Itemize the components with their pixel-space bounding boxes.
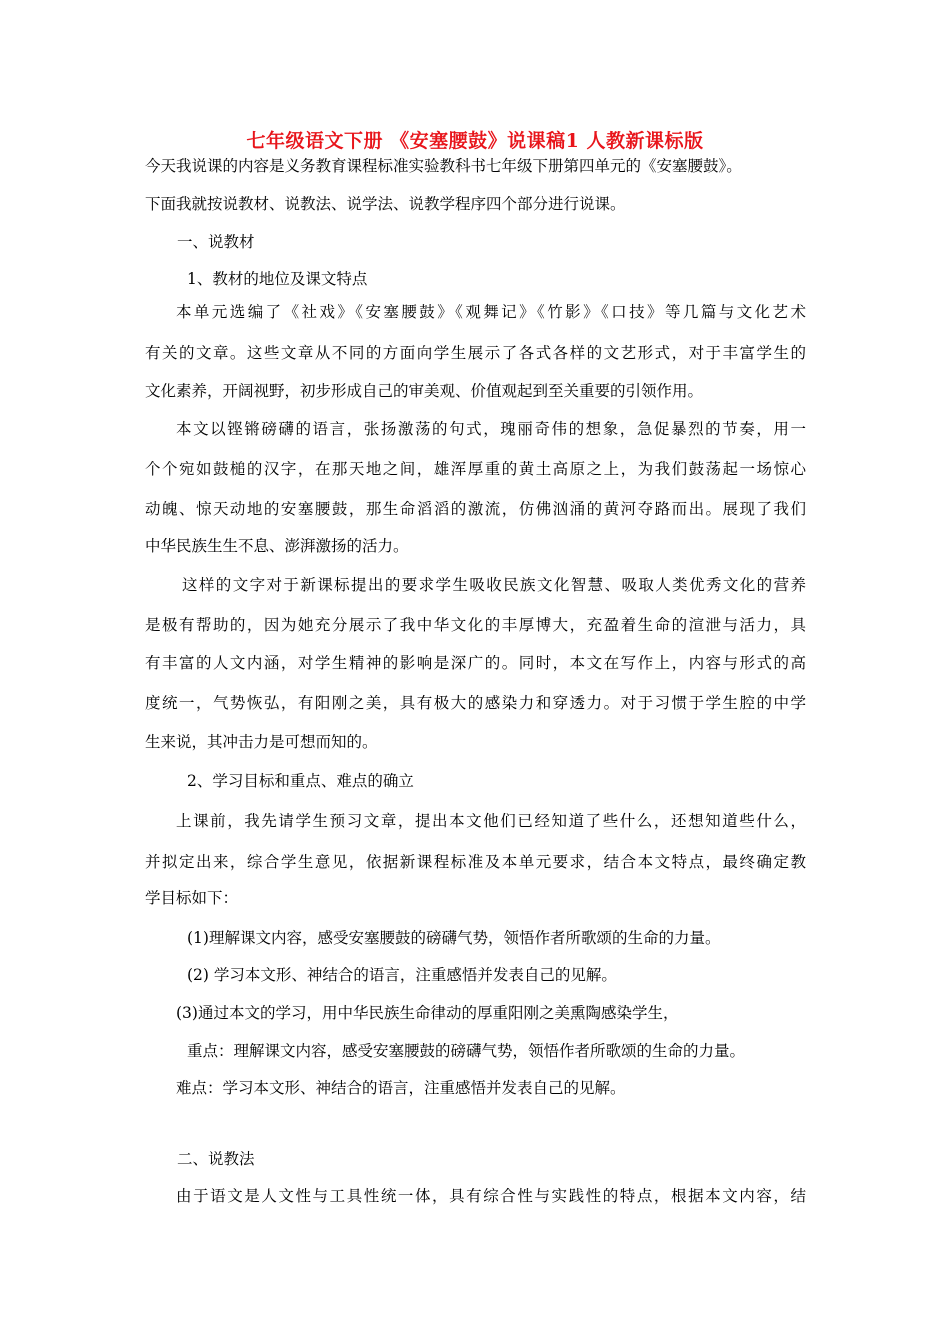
subsection-heading: 2、学习目标和重点、难点的确立 — [187, 772, 414, 790]
text-line: 生来说，其冲击力是可想而知的。 — [145, 733, 378, 751]
key-point: 重点：理解课文内容，感受安塞腰鼓的磅礴气势，领悟作者所歌颂的生命的力量。 — [187, 1042, 746, 1060]
objective-item: (3)通过本文的学习，用中华民族生命律动的厚重阳刚之美熏陶感染学生， — [176, 1004, 679, 1022]
text-line: 这样的文字对于新课标提出的要求学生吸收民族文化智慧、吸取人类优秀文化的营养 — [182, 576, 806, 594]
text-line: 个个宛如鼓槌的汉字，在那天地之间，雄浑厚重的黄土高原之上，为我们鼓荡起一场惊心 — [145, 460, 806, 478]
text-line: 本文以铿锵磅礴的语言，张扬激荡的句式，瑰丽奇伟的想象，急促暴烈的节奏，用一 — [176, 420, 806, 438]
difficult-point: 难点：学习本文形、神结合的语言，注重感悟并发表自己的见解。 — [176, 1079, 626, 1097]
text-line: 学目标如下： — [145, 889, 239, 907]
text-line: 今天我说课的内容是义务教育课程标准实验教科书七年级下册第四单元的《安塞腰鼓》。 — [145, 157, 742, 175]
text-line: 本单元选编了《社戏》《安塞腰鼓》《观舞记》《竹影》《口技》等几篇与文化艺术 — [176, 303, 806, 321]
objective-item: (2) 学习本文形、神结合的语言，注重感悟并发表自己的见解。 — [187, 966, 617, 984]
text-line: 中华民族生生不息、澎湃激扬的活力。 — [145, 537, 409, 555]
section-heading: 二、说教法 — [177, 1150, 255, 1168]
text-line: 由于语文是人文性与工具性统一体，具有综合性与实践性的特点，根据本文内容，结 — [176, 1187, 806, 1205]
subsection-heading: 1、教材的地位及课文特点 — [187, 270, 368, 288]
text-line: 上课前，我先请学生预习文章，提出本文他们已经知道了些什么，还想知道些什么， — [176, 812, 806, 830]
text-line: 有关的文章。这些文章从不同的方面向学生展示了各式各样的文艺形式，对于丰富学生的 — [145, 344, 806, 362]
text-line: 度统一，气势恢弘，有阳刚之美，具有极大的感染力和穿透力。对于习惯于学生腔的中学 — [145, 694, 806, 712]
text-line: 下面我就按说教材、说教法、说学法、说教学程序四个部分进行说课。 — [145, 195, 626, 213]
text-line: 是极有帮助的，因为她充分展示了我中华文化的丰厚博大，充盈着生命的渲泄与活力，具 — [145, 616, 806, 634]
text-line: 有丰富的人文内涵，对学生精神的影响是深广的。同时，本文在写作上，内容与形式的高 — [145, 654, 806, 672]
document-title: 七年级语文下册 《安塞腰鼓》说课稿1 人教新课标版 — [246, 130, 704, 152]
text-line: 并拟定出来，综合学生意见，依据新课程标准及本单元要求，结合本文特点，最终确定教 — [145, 853, 806, 871]
objective-item: (1)理解课文内容，感受安塞腰鼓的磅礴气势，领悟作者所歌颂的生命的力量。 — [187, 929, 721, 947]
text-line: 动魄、惊天动地的安塞腰鼓，那生命滔滔的激流，仿佛汹涌的黄河夺路而出。展现了我们 — [145, 500, 806, 518]
section-heading: 一、说教材 — [177, 233, 255, 251]
text-line: 文化素养，开阔视野，初步形成自己的审美观、价值观起到至关重要的引领作用。 — [145, 382, 704, 400]
